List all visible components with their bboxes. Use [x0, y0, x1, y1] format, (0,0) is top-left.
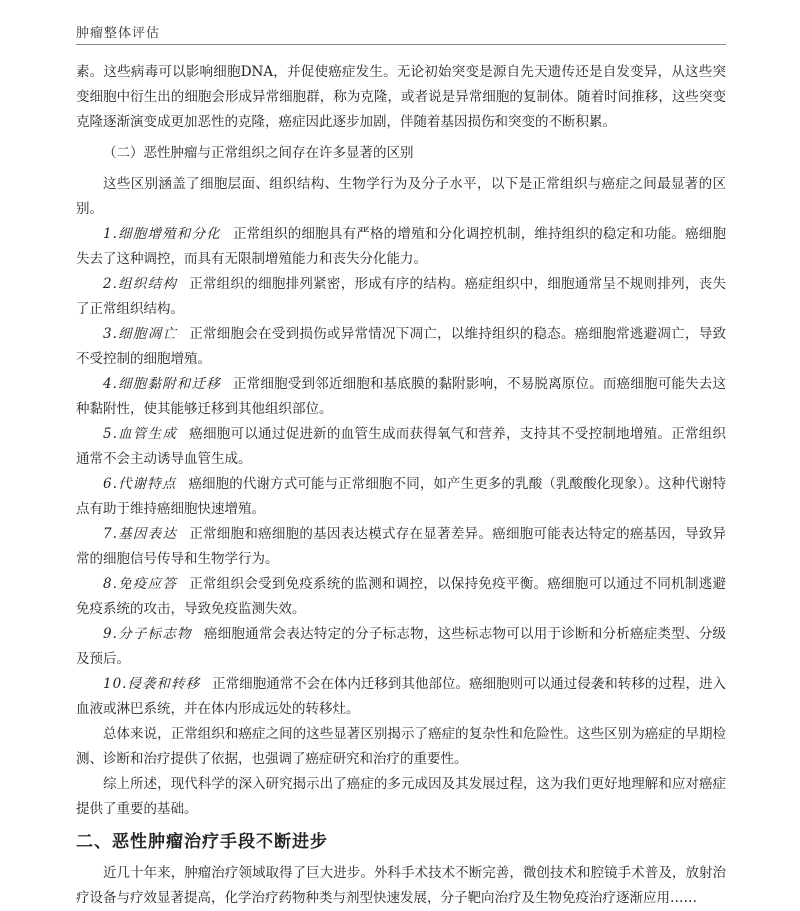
list-item [76, 472, 726, 522]
item-text: 癌细胞通常会表达特定的分子标志物，这些标志物可以用于诊断和分析癌症类型、分级及预后。 [76, 626, 727, 667]
subsection-title: （二）恶性肿瘤与正常组织之间存在许多显著的区别 [103, 145, 414, 161]
list-item [76, 272, 726, 322]
section-title: 二、恶性肿瘤治疗手段不断进步 [76, 832, 328, 852]
page-body [76, 60, 726, 911]
list-item [76, 572, 726, 622]
item-term: 9.分子标志物 [103, 626, 192, 642]
list-item [76, 522, 726, 572]
item-text: 正常组织的细胞具有严格的增殖和分化调控机制，维持组织的稳定和功能。癌细胞失去了这种调控，而具有无限制增殖能力和丧失分化能力。 [76, 226, 726, 267]
item-term: 8.免疫应答 [103, 576, 178, 592]
list-item [76, 322, 726, 372]
list-item [76, 422, 726, 472]
item-term: 2.组织结构 [103, 276, 178, 292]
running-header: 肿瘤整体评估 [76, 26, 161, 41]
summary-paragraph: 总体来说，正常组织和癌症之间的这些显著区别揭示了癌症的复杂性和危险性。这些区别为癌症的早期检测、诊断和治疗提供了依据，也强调了癌症研究和治疗的重要性。 [76, 726, 726, 767]
header-divider [76, 44, 726, 45]
item-text: 癌细胞可以通过促进新的血管生成而获得氧气和营养，支持其不受控制地增殖。正常组织通常不会主动诱导血管生成。 [76, 426, 726, 467]
item-text: 正常细胞通常不会在体内迁移到其他部位。癌细胞则可以通过侵袭和转移的过程，进入血液或淋巴系统，并在体内形成远处的转移灶。 [76, 676, 726, 717]
item-text: 正常组织的细胞排列紧密，形成有序的结构。癌症组织中，细胞通常呈不规则排列，丧失了正常组织结构。 [76, 276, 726, 317]
list-item [76, 372, 726, 422]
item-term: 3.细胞凋亡 [103, 326, 178, 342]
list-item [76, 622, 726, 672]
item-term: 10.侵袭和转移 [103, 676, 201, 692]
item-term: 1.细胞增殖和分化 [103, 226, 221, 242]
item-text: 正常组织会受到免疫系统的监测和调控，以保持免疫平衡。癌细胞可以通过不同机制逃避免疫系统的攻击，导致免疫监测失效。 [76, 576, 726, 617]
intro-paragraph: 素。这些病毒可以影响细胞DNA，并促使癌症发生。无论初始突变是源自先天遗传还是自发变异，从这些突变细胞中衍生出的细胞会形成异常细胞群，称为克隆，或者说是异常细胞的复制体。随着时间推移，这些突变克隆逐渐演变成更加恶性的克隆，癌症因此逐步加剧，伴随着基因损伤和突变的不断积累。 [76, 64, 726, 130]
item-term: 6.代谢特点 [103, 476, 177, 492]
item-text: 癌细胞的代谢方式可能与正常细胞不同，如产生更多的乳酸（乳酸酸化现象）。这种代谢特点有助于维持癌细胞快速增殖。 [76, 476, 726, 517]
lead-paragraph: 这些区别涵盖了细胞层面、组织结构、生物学行为及分子水平，以下是正常组织与癌症之间最显著的区别。 [76, 176, 726, 217]
item-term: 7.基因表达 [103, 526, 178, 542]
item-text: 正常细胞受到邻近细胞和基底膜的黏附影响，不易脱离原位。而癌细胞可能失去这种黏附性，使其能够迁移到其他组织部位。 [76, 376, 726, 417]
item-text: 正常细胞会在受到损伤或异常情况下凋亡，以维持组织的稳态。癌细胞常逃避凋亡，导致不受控制的细胞增殖。 [76, 326, 726, 367]
item-text: 正常细胞和癌细胞的基因表达模式存在显著差异。癌细胞可能表达特定的癌基因，导致异常的细胞信号传导和生物学行为。 [76, 526, 726, 567]
list-item [76, 672, 726, 722]
section-paragraph: 近几十年来，肿瘤治疗领域取得了巨大进步。外科手术技术不断完善，微创技术和腔镜手术普及，放射治疗设备与疗效显著提高，化学治疗药物种类与剂型快速发展，分子靶向治疗及生物免疫治疗逐渐应用…… [76, 865, 726, 906]
conclusion-paragraph: 综上所述，现代科学的深入研究揭示出了癌症的多元成因及其发展过程，这为我们更好地理解和应对癌症提供了重要的基础。 [76, 776, 726, 817]
item-term: 5.血管生成 [103, 426, 178, 442]
item-term: 4.细胞黏附和迁移 [103, 376, 221, 392]
list-item [76, 222, 726, 272]
